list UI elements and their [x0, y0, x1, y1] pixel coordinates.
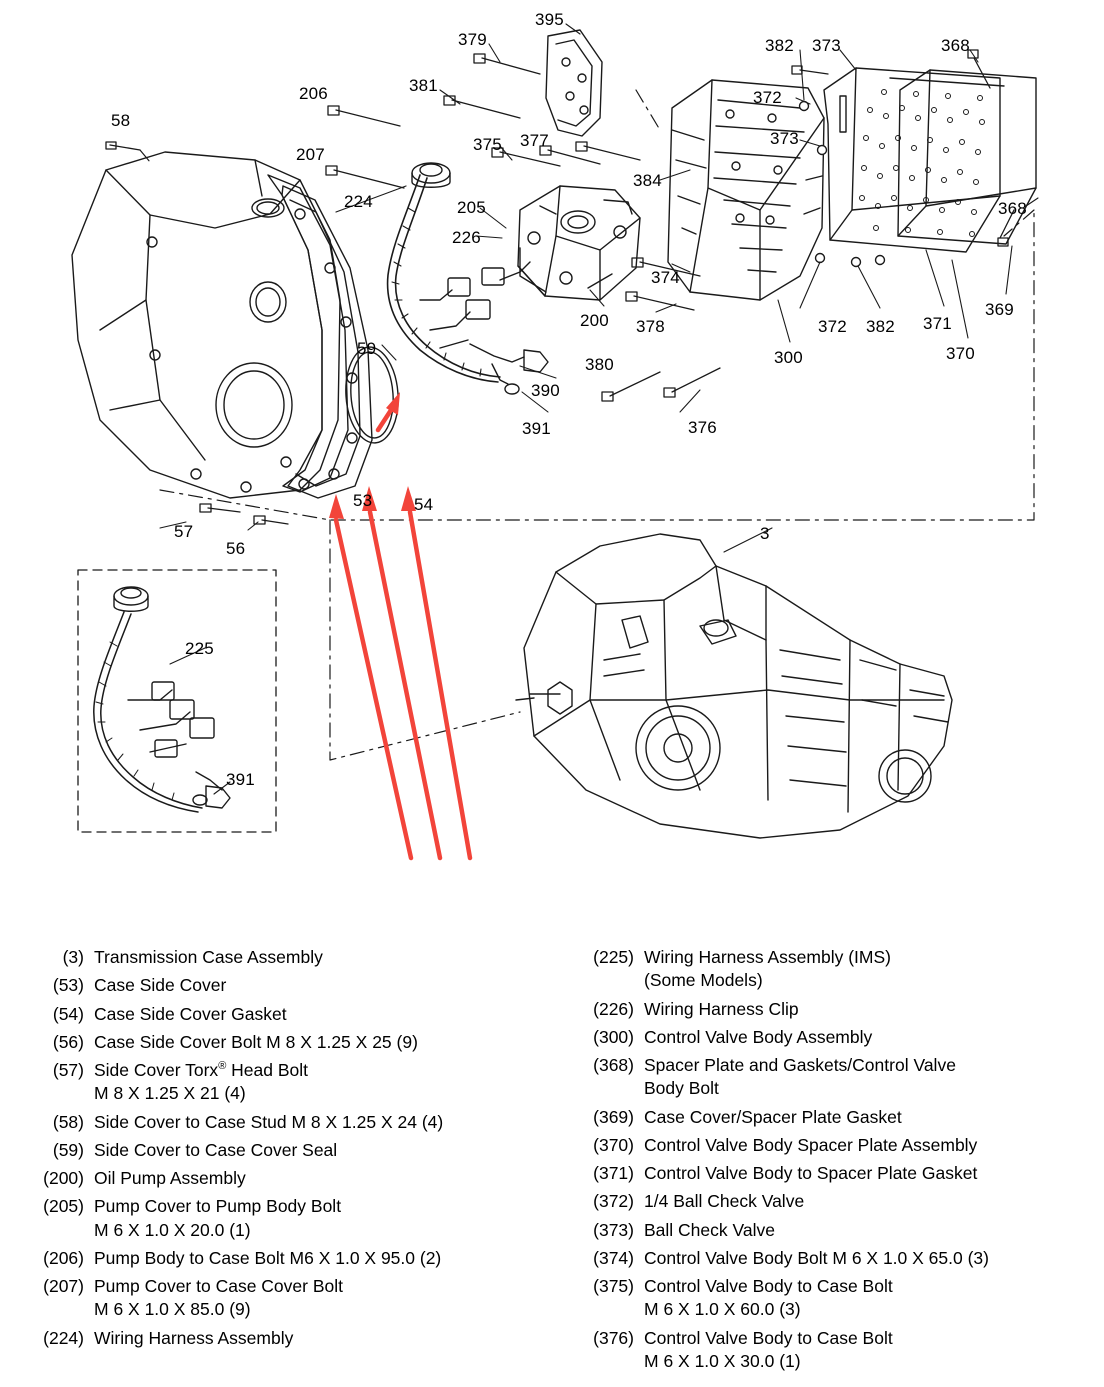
legend-number: (226)	[593, 998, 634, 1019]
legend-description: Transmission Case Assembly	[94, 947, 323, 967]
legend-item	[588, 1134, 1088, 1157]
legend-description: Wiring Harness Assembly (IMS) (Some Models)	[644, 947, 891, 991]
legend-item	[588, 1190, 1088, 1213]
legend-description: Control Valve Body to Case Bolt M 6 X 1.0 X 60.0 (3)	[644, 1276, 893, 1320]
callout-59: 59	[357, 339, 377, 358]
callout-58: 58	[111, 111, 131, 130]
legend-number: (368)	[593, 1055, 634, 1076]
legend-item	[588, 1219, 1088, 1242]
callout-395: 395	[535, 10, 564, 29]
callout-300: 300	[774, 348, 803, 367]
legend-number: (370)	[593, 1134, 634, 1155]
callout-200: 200	[580, 311, 609, 330]
callout-373-top: 373	[812, 36, 841, 55]
callout-375: 375	[473, 135, 502, 154]
callout-377: 377	[520, 131, 549, 150]
legend-item	[38, 1031, 558, 1054]
legend-item	[588, 998, 1088, 1021]
legend-description: Case Side Cover	[94, 975, 227, 996]
legend-column-left	[38, 946, 558, 1355]
callout-390: 390	[531, 381, 560, 400]
legend-number: (374)	[593, 1247, 634, 1268]
legend-item	[588, 1054, 1088, 1101]
legend-description: Control Valve Body Spacer Plate Assembly	[644, 1134, 978, 1155]
legend-number: (200)	[43, 1168, 84, 1189]
legend-number: (57)	[52, 1060, 84, 1081]
callout-379: 379	[458, 30, 487, 49]
legend-description: Spacer Plate and Gaskets/Control Valve Body Bolt	[644, 1055, 956, 1099]
legend-number: (59)	[52, 1139, 84, 1160]
callout-368-right: 368	[998, 199, 1027, 218]
callout-54: 54	[414, 495, 434, 514]
legend-item	[38, 1059, 558, 1106]
legend-number: (207)	[43, 1276, 84, 1297]
callout-207: 207	[296, 145, 325, 164]
legend-desc-line1: Side Cover Torx® Head Bolt	[94, 1060, 309, 1081]
legend-item	[588, 1162, 1088, 1185]
legend-description: Case Cover/Spacer Plate Gasket	[644, 1106, 902, 1127]
legend-number: (224)	[43, 1327, 84, 1348]
callout-373-mid: 373	[770, 129, 799, 148]
legend-description: Ball Check Valve	[644, 1219, 775, 1240]
callout-380: 380	[585, 355, 614, 374]
legend-item	[38, 1167, 558, 1190]
legend-description: Wiring Harness Assembly	[94, 1327, 294, 1348]
legend-description: 1/4 Ball Check Valve	[644, 1191, 805, 1212]
legend-number: (225)	[593, 947, 634, 967]
callout-371: 371	[923, 314, 952, 333]
legend-item	[38, 974, 558, 997]
callout-368-top: 368	[941, 36, 970, 55]
legend-number: (300)	[593, 1026, 634, 1047]
legend-item	[38, 1003, 558, 1026]
legend-item	[38, 946, 558, 969]
legend-number: (373)	[593, 1219, 634, 1240]
callout-381: 381	[409, 76, 438, 95]
legend-description: Case Side Cover Gasket	[94, 1003, 287, 1024]
legend-description	[94, 1059, 558, 1106]
legend-column-right	[588, 946, 1088, 1378]
callout-376: 376	[688, 418, 717, 437]
legend-item	[38, 1327, 558, 1350]
legend-description: Control Valve Body Bolt M 6 X 1.0 X 65.0 (3)	[644, 1247, 989, 1268]
legend-number: (371)	[593, 1163, 634, 1184]
callout-206: 206	[299, 84, 328, 103]
callout-205: 205	[457, 198, 486, 217]
legend-description: Pump Cover to Pump Body Bolt M 6 X 1.0 X 20.0 (1)	[94, 1196, 342, 1240]
legend-description: Pump Body to Case Bolt M6 X 1.0 X 95.0 (2)	[94, 1247, 442, 1268]
callout-3: 3	[760, 524, 770, 543]
legend-number: (375)	[593, 1276, 634, 1297]
legend-item	[588, 1106, 1088, 1129]
legend-description: Oil Pump Assembly	[94, 1168, 246, 1189]
legend-number: (372)	[593, 1191, 634, 1212]
callout-372-bottom: 372	[818, 317, 847, 336]
legend-item	[38, 1275, 558, 1322]
parts-legend	[0, 946, 1104, 1387]
callout-378: 378	[636, 317, 665, 336]
legend-item	[38, 1139, 558, 1162]
callout-370: 370	[946, 344, 975, 363]
callout-391: 391	[522, 419, 551, 438]
callout-382-bottom: 382	[866, 317, 895, 336]
legend-item	[588, 1247, 1088, 1270]
legend-description: Case Side Cover Bolt M 8 X 1.25 X 25 (9)	[94, 1031, 418, 1052]
callout-225: 225	[185, 639, 214, 658]
callout-224: 224	[344, 192, 373, 211]
legend-item	[588, 1327, 1088, 1374]
legend-number: (58)	[52, 1111, 84, 1132]
legend-item	[38, 1111, 558, 1134]
legend-number: (53)	[52, 975, 84, 996]
legend-desc-line2: M 8 X 1.25 X 21 (4)	[94, 1083, 246, 1104]
legend-number: (206)	[43, 1247, 84, 1268]
legend-number: (3)	[62, 947, 84, 967]
legend-item	[588, 946, 1088, 993]
callout-374: 374	[651, 268, 680, 287]
callout-384: 384	[633, 171, 662, 190]
legend-description: Side Cover to Case Cover Seal	[94, 1139, 338, 1160]
callout-226: 226	[452, 228, 481, 247]
legend-description: Wiring Harness Clip	[644, 998, 799, 1019]
callout-382-top: 382	[765, 36, 794, 55]
callout-369: 369	[985, 300, 1014, 319]
legend-item	[588, 1026, 1088, 1049]
callout-57: 57	[174, 522, 194, 541]
callout-391-inset: 391	[226, 770, 255, 789]
legend-description: Control Valve Body to Spacer Plate Gasket	[644, 1163, 978, 1184]
registered-mark: ®	[218, 1060, 227, 1073]
legend-item	[588, 1275, 1088, 1322]
legend-description: Control Valve Body to Case Bolt M 6 X 1.0 X 30.0 (1)	[644, 1327, 893, 1371]
legend-number: (205)	[43, 1196, 84, 1217]
callout-53: 53	[353, 491, 373, 510]
callout-56: 56	[226, 539, 246, 558]
legend-number: (376)	[593, 1327, 634, 1348]
legend-description: Pump Cover to Case Cover Bolt M 6 X 1.0 X 85.0 (9)	[94, 1276, 343, 1320]
legend-description: Control Valve Body Assembly	[644, 1026, 873, 1047]
legend-number: (56)	[52, 1031, 84, 1052]
legend-number: (54)	[52, 1003, 84, 1024]
legend-number: (369)	[593, 1106, 634, 1127]
callout-372-top: 372	[753, 88, 782, 107]
legend-item	[38, 1195, 558, 1242]
legend-description: Side Cover to Case Stud M 8 X 1.25 X 24 (4)	[94, 1111, 444, 1132]
legend-item	[38, 1247, 558, 1270]
